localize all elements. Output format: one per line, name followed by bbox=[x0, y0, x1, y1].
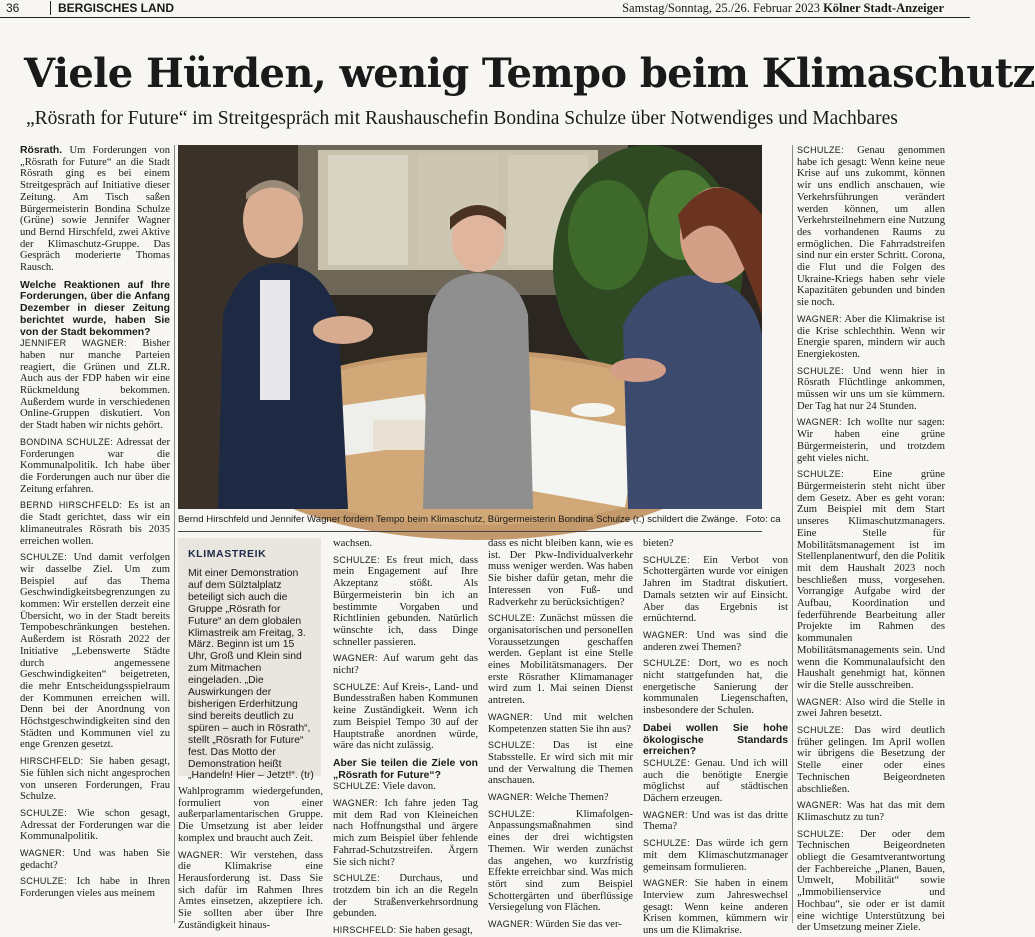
article-column-1 bbox=[20, 145, 170, 923]
answer: WAGNER: Ich wollte nur sagen: Wir haben eine grüne Bürgermeisterin, und trotzdem geht vieles nicht. bbox=[797, 417, 945, 464]
answer: WAGNER: Aber die Klimakrise ist die Krise schlechthin. Wenn wir Energie sparen, mindern wir auch Energiekosten. bbox=[797, 313, 945, 360]
answer: WAGNER: Würden Sie das ver- bbox=[488, 919, 622, 931]
speaker: SCHULZE: bbox=[488, 740, 535, 751]
speaker: WAGNER: bbox=[643, 629, 688, 640]
interview-photo bbox=[178, 145, 762, 509]
header-divider bbox=[50, 1, 51, 15]
answer: HIRSCHFELD: Sie haben gesagt, Sie fühlen sich nicht angesprochen von unseren Forderungen, Frau Schulze. bbox=[20, 756, 170, 803]
speaker: JENNIFER WAGNER: bbox=[20, 338, 127, 349]
speaker: SCHULZE: bbox=[20, 807, 67, 818]
answer: SCHULZE: Das wird deutlich früher gelingen. Im April wollen wir übrigens die Besetzung der Stelle einer oder eines Technischen Beigeordneten abschließen. bbox=[797, 725, 945, 795]
answer: SCHULZE: Der oder dem Technischen Beigeordneten obliegt die Gesamtverantwortung der Fachbereiche „Planen, Bauen, Umwelt, Mobilität“ sowie „Immobilienservice und Hochbau“, sie oder er ist damit eine wichtige Unterstützung bei der Umsetzung meiner Ziele. bbox=[797, 828, 945, 934]
answer: SCHULZE: Dort, wo es noch nicht stattgefunden hat, die energetische Sanierung der kommunalen Liegenschaften, insbesondere der Schulen. bbox=[643, 658, 788, 717]
speaker: SCHULZE: bbox=[797, 725, 844, 736]
speaker: SCHULZE: bbox=[797, 365, 844, 376]
speaker: BONDINA SCHULZE: bbox=[20, 436, 114, 447]
subheadline: „Rösrath for Future“ im Streitgespräch mit Raushauschefin Bondina Schulze über Notwendiges und Machbares bbox=[26, 108, 898, 129]
answer-continued: Wahlprogramm wiedergefunden, formuliert von einer außerparlamentarischen Gruppe. Die Umsetzung ist aber leider komplex und braucht auch Zeit. bbox=[178, 786, 323, 844]
speaker: WAGNER: bbox=[488, 711, 533, 722]
speaker: SCHULZE: bbox=[797, 828, 844, 839]
speaker: SCHULZE: bbox=[20, 552, 67, 563]
photo-credit: Foto: ca bbox=[745, 514, 781, 525]
speaker: SCHULZE: bbox=[488, 613, 535, 624]
answer: SCHULZE: Zunächst müssen die organisatorischen und personellen Voraussetzungen geschaffen werden. Geplant ist eine Stelle eines Mobilitätsmanagers. Der erste Rösrather Klimamanager wird zum 1. Mai seinen Dienst antreten. bbox=[488, 613, 633, 707]
answer: SCHULZE: Es freut mich, dass mein Engagement auf Ihre Akzeptanz stößt. Als Bürgermeisterin bin ich an bestimmte Vorgaben und Richtlinien gebunden. Natürlich wünschte ich, dass Dinge schneller passieren. bbox=[333, 554, 478, 648]
header-rule bbox=[0, 17, 970, 18]
newspaper-name: Kölner Stadt-Anzeiger bbox=[823, 1, 944, 15]
answer: SCHULZE: Ein Verbot von Schottergärten wurde vor einigen Jahren im Stadtrat diskutiert. Damals setzten wir auf Einsicht. Aber das Ergebnis ist ernüchternd. bbox=[643, 554, 788, 625]
answer: WAGNER: Und was sind die anderen zwei Themen? bbox=[643, 629, 788, 653]
answer: WAGNER: Ich fahre jeden Tag mit dem Rad von Kleineichen nach Hoffnungsthal und ärgere mich zum Beispiel über fehlende Fahrrad-Schutzstreifen. Ärgern Sie sich nicht? bbox=[333, 798, 478, 868]
article-column-4 bbox=[488, 538, 633, 931]
speaker: WAGNER: bbox=[333, 653, 378, 664]
article-column-5 bbox=[643, 538, 788, 937]
speaker: WAGNER: bbox=[797, 417, 842, 428]
answer-continued: bieten? bbox=[643, 538, 674, 549]
speaker: WAGNER: bbox=[797, 696, 842, 707]
speaker: SCHULZE: bbox=[797, 145, 844, 155]
speaker: WAGNER: bbox=[20, 848, 65, 859]
answer: SCHULZE: Genau genommen habe ich gesagt: Wenn keine neue Krise auf uns zukommt, können wir uns endlich anschauen, wie Verkehrsführungen verändert werden können, um allen Verkehrsteilnehmern eine Nutzung des vorhandenen Raums zu ermöglichen. Die Fahrradstreifen sind nur ein erster Schritt. Corona, die Flut und die Folgen des Ukraine-Kriegs haben sehr viele Kapazitäten gebunden und binden sie noch. bbox=[797, 145, 945, 309]
answer: JENNIFER WAGNER: Bisher haben nur manche Parteien reagiert, die Grünen und ZLR. Auch aus der FDP haben wir eine Rückmeldung bekommen. Außerdem wurde in verschiedenen Online-Gruppen diskutiert. Von der Stadt haben wir nichts gehört. bbox=[20, 338, 170, 432]
answer: SCHULZE: Klimafolgen-Anpassungsmaßnahmen sind eines der drei wichtigsten Themen. Wir werden zunächst das angehen, wo kurzfristig Effekte erreichbar sind. Was mich stört sind zum Beispiel Schottergärten und überflüssige Versiegelung von Flächen. bbox=[488, 808, 633, 914]
answer: WAGNER: Und mit welchen Kompetenzen statten Sie ihn aus? bbox=[488, 711, 633, 735]
headline: Viele Hürden, wenig Tempo beim Klimaschutz bbox=[24, 50, 1035, 97]
info-box-text: Mit einer Demonstration auf dem Sülztalplatz beteiligt sich auch die Gruppe „Rösrath for Future“ an dem globalen Klimastreik am Freitag, 3. März. Beginn ist um 15 Uhr, Groß und Klein sind zum Mitmachen eingeladen. „Die Auswirkungen der bisherigen Erderhitzung sind bereits deutlich zu spüren – auch in Rösrath“, stellt „Rösrath for Future“ fest. Das Motto der Demonstration heißt „Handeln! Hier – Jetzt!“. (tr) bbox=[188, 568, 314, 782]
caption-rule bbox=[178, 531, 762, 532]
answer: WAGNER: Auf warum geht das nicht? bbox=[333, 653, 478, 677]
intro-paragraph: Rösrath. Um Forderungen von „Rösrath for Future“ an die Stadt Rösrath ging es bei einem Streitgespräch auf Initiative dieser Zeitung. Am Tisch saßen Bürgermeisterin Bondina Schulze (Grüne) sowie Jennifer Wagner und Bernd Hirschfeld, zwei Aktive der Klimaschutz-Gruppe. Das Gespräch moderierte Thomas Rausch. bbox=[20, 145, 170, 274]
speaker: SCHULZE: bbox=[643, 658, 690, 669]
speaker: WAGNER: bbox=[643, 878, 688, 889]
interview-question: Dabei wollen Sie hohe ökologische Standards erreichen? bbox=[643, 722, 788, 758]
answer: SCHULZE: Durchaus, und trotzdem bin ich an die Regeln der Straßenverkehrsordnung gebunden. bbox=[333, 873, 478, 920]
answer: WAGNER: Und was ist das dritte Thema? bbox=[643, 809, 788, 833]
speaker: WAGNER: bbox=[178, 849, 223, 860]
answer: WAGNER: Wir verstehen, dass die Klimakrise eine Herausforderung ist. Dass Sie sich dafür im Rahmen Ihres Amtes einsetzen, akzeptiere ich. Sie sollten aber über Ihre Zuständigkeit hinaus- bbox=[178, 849, 323, 931]
answer: SCHULZE: Eine grüne Bürgermeisterin steht nicht über dem Gesetz. Aber es geht voran: Zum Beispiel mit dem Start unseres Klimaschutzmanagers. Eine Stelle für Mobilitätsmanagement ist im Stellenplanentwurf, den die Politik mit dem Haushalt 2023 noch beschließen muss, vorgesehen. Vorrangige Aufgabe wird der Aufbau, Koordination und federführende Bearbeitung aller Projekte im Rahmen des kommunalen Mobilitätsmanagements sein. Und wenn die Kommunalaufsicht den Haushalt genehmigt hat, können wir die Stelle ausschreiben. bbox=[797, 469, 945, 691]
column-rule bbox=[174, 145, 175, 923]
answer: SCHULZE: Das würde ich gern mit dem Klimaschutzmanager gemeinsam formulieren. bbox=[643, 838, 788, 873]
answer: WAGNER: Was hat das mit dem Klimaschutz zu tun? bbox=[797, 800, 945, 823]
article-column-6 bbox=[797, 145, 945, 934]
answer: SCHULZE: Auf Kreis-, Land- und Bundesstraßen haben Kommunen keine Zuständigkeit. Wenn ich zum Beispiel Tempo 30 auf der Hauptstraße anordnen würde, wäre das nicht zulässig. bbox=[333, 681, 478, 752]
speaker: WAGNER: bbox=[797, 313, 842, 324]
speaker: HIRSCHFELD: bbox=[333, 925, 397, 936]
article-column-3 bbox=[333, 538, 478, 937]
speaker: SCHULZE: bbox=[333, 681, 380, 692]
answer: SCHULZE: Genau. Und ich will auch die benötigte Energie möglichst auf städtischen Dächern erzeugen. bbox=[643, 757, 788, 805]
speaker: SCHULZE: bbox=[643, 838, 690, 849]
answer: SCHULZE: Ich habe in Ihren Forderungen vieles aus meinem bbox=[20, 876, 171, 900]
answer: SCHULZE: Das ist eine Stabsstelle. Er wird sich mit mir und der Verwaltung die Themen anschauen. bbox=[488, 740, 633, 787]
answer-continued: wachsen. bbox=[333, 538, 373, 549]
answer: SCHULZE: Wie schon gesagt, Adressat der Forderungen war die Kommunalpolitik. bbox=[20, 807, 170, 843]
speaker: SCHULZE: bbox=[797, 469, 844, 480]
answer: SCHULZE: Und wenn hier in Rösrath Flüchtlinge ankommen, müssen wir uns um sie kümmern. Der Tag hat nur 24 Stunden. bbox=[797, 365, 945, 412]
answer: WAGNER: Sie haben in einem Interview zum Jahreswechsel gesagt: Wenn keine anderen Krisen kommen, kümmern wir uns um die Klimakrise. bbox=[643, 878, 788, 937]
speaker: SCHULZE: bbox=[20, 876, 67, 887]
column-rule bbox=[792, 145, 793, 923]
speaker: WAGNER: bbox=[488, 919, 533, 930]
section-label: BERGISCHES LAND bbox=[58, 1, 175, 15]
answer: WAGNER: Und was haben Sie gedacht? bbox=[20, 848, 170, 871]
photo-caption: Bernd Hirschfeld und Jennifer Wagner fordern Tempo beim Klimaschutz, Bürgermeisterin Bondina Schulze (r.) schildert die Zwänge. Foto: ca bbox=[178, 514, 781, 525]
speaker: SCHULZE: bbox=[333, 781, 380, 792]
answer: SCHULZE: Und damit verfolgen wir dasselbe Ziel. Um zum Beispiel auf das Thema Geschwindigkeitsbegrenzungen zu kommen: Wir erstellen derzeit eine Übersicht, wo in der Stadt bereits Tempobeschränkungen bestehen. Außerdem ist Rösrath 2022 der Initiative „Lebenswerte Städte durch angemessene Geschwindigkeiten“ beigetreten, die mehr Entscheidungsspielraum der Kommunen erreichen will. Denn bei der Anordnung von Höchstgeschwindigkeiten sind den Städten und Kommunen viel zu enge Grenzen gesetzt. bbox=[20, 552, 170, 751]
speaker: HIRSCHFELD: bbox=[20, 756, 84, 767]
speaker: BERND HIRSCHFELD: bbox=[20, 500, 123, 511]
issue-date: Samstag/Sonntag, 25./26. Februar 2023 bbox=[622, 1, 820, 15]
speaker: SCHULZE: bbox=[643, 554, 690, 565]
article-column-2 bbox=[178, 786, 323, 931]
speaker: WAGNER: bbox=[488, 792, 533, 803]
answer-continued: dass es nicht bleiben kann, wie es ist. Der Pkw-Individualverkehr muss weniger werden. Was haben Sie bisher dafür getan, mehr die Interessen von Fuß- und Radverkehr zu berücksichtigen? bbox=[488, 538, 633, 608]
info-box bbox=[178, 538, 321, 782]
speaker: SCHULZE: bbox=[333, 554, 380, 565]
info-box-kicker: KLIMASTREIK bbox=[188, 548, 267, 560]
photo-illustration bbox=[178, 145, 762, 509]
answer: WAGNER: Also wird die Stelle in zwei Jahren besetzt. bbox=[797, 696, 945, 720]
interview-question: Welche Reaktionen auf Ihre Forderungen, über die Anfang Dezember in dieser Zeitung berichtet wurde, haben Sie von der Stadt bekommen? bbox=[20, 279, 170, 338]
page-header bbox=[0, 0, 970, 16]
answer: SCHULZE: Viele davon. bbox=[333, 781, 436, 793]
answer: BERND HIRSCHFELD: Es ist an die Stadt gerichtet, dass wir ein klimaneutrales Rösrath bis 2035 erreichen wollen. bbox=[20, 500, 170, 547]
speaker: WAGNER: bbox=[333, 798, 378, 809]
answer: BONDINA SCHULZE: Adressat der Forderungen war die Kommunalpolitik. Ich habe über die Forderungen auch nur über die Zeitung erfahren. bbox=[20, 436, 170, 495]
dateline: Rösrath. bbox=[20, 145, 63, 156]
page-number: 36 bbox=[6, 1, 20, 15]
speaker: SCHULZE: bbox=[333, 873, 380, 884]
speaker: SCHULZE: bbox=[488, 808, 535, 819]
interview-question: Aber Sie teilen die Ziele von „Rösrath for Future“? bbox=[333, 757, 478, 781]
answer: WAGNER: Welche Themen? bbox=[488, 792, 609, 804]
answer: HIRSCHFELD: Sie haben gesagt, bbox=[333, 925, 473, 937]
speaker: WAGNER: bbox=[643, 809, 688, 820]
speaker: SCHULZE: bbox=[643, 757, 690, 768]
speaker: WAGNER: bbox=[797, 800, 842, 811]
